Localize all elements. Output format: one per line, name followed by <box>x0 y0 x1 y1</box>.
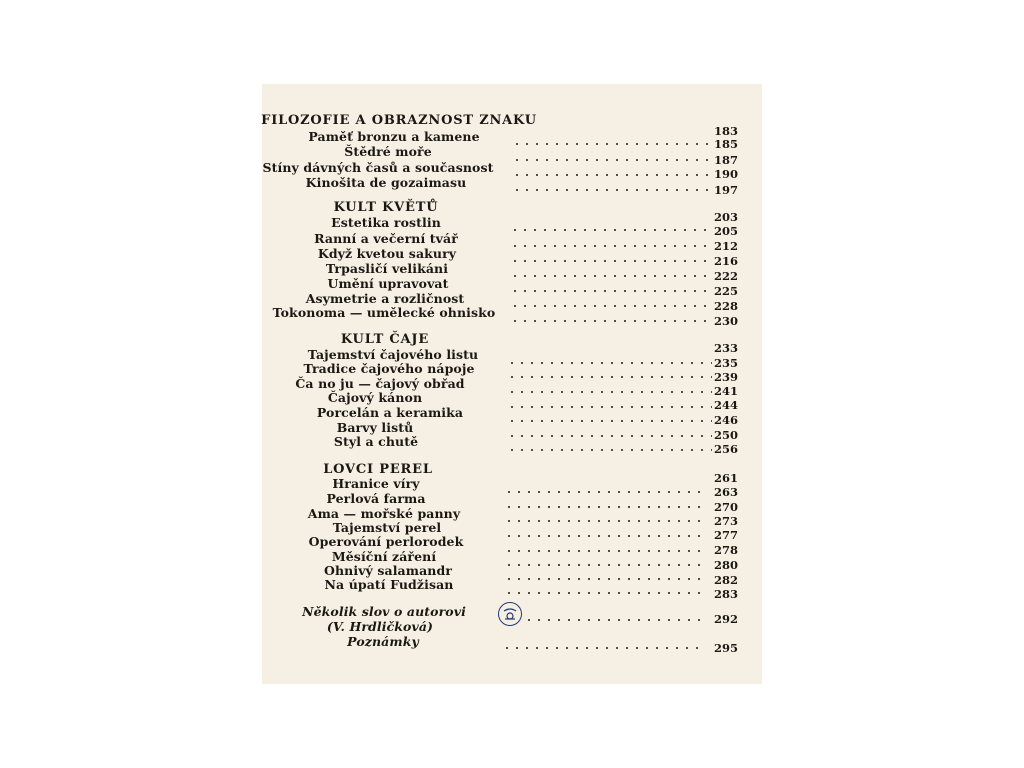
leader-dots <box>507 435 712 437</box>
page-number: 205 <box>713 224 738 238</box>
page-number: 197 <box>713 183 738 197</box>
toc-entry: Tajemství čajového listu <box>307 347 479 362</box>
leader-dots <box>512 143 712 145</box>
leader-dots <box>504 535 704 537</box>
leader-dots <box>504 520 704 522</box>
toc-entry: Estetika rostlin <box>331 215 441 230</box>
toc-entry: Měsíční záření <box>331 549 437 564</box>
page-number: 256 <box>713 442 738 456</box>
leader-dots <box>504 550 704 552</box>
toc-entry-author-name: (V. Hrdličková) <box>326 619 434 634</box>
toc-entry: Tajemství perel <box>332 520 442 535</box>
leader-dots <box>507 391 712 393</box>
page-number: 295 <box>713 641 738 655</box>
leader-dots <box>504 491 704 493</box>
toc-entry: Trpasličí velikáni <box>325 261 449 276</box>
page-number: 250 <box>713 428 738 442</box>
page-number: 278 <box>713 543 738 557</box>
leader-dots <box>510 290 710 292</box>
toc-entry: Perlová farma <box>326 491 426 506</box>
page-number: 187 <box>713 153 738 167</box>
toc-entry: Umění upravovat <box>327 276 449 291</box>
page-number: 244 <box>713 398 738 412</box>
leader-dots <box>507 362 712 364</box>
page-number: 280 <box>713 558 738 572</box>
page-number: 216 <box>713 254 738 268</box>
toc-heading: FILOZOFIE A OBRAZNOST ZNAKU <box>261 113 537 128</box>
page-number: 212 <box>713 239 738 253</box>
leader-dots <box>507 376 712 378</box>
page-number: 270 <box>713 500 738 514</box>
toc-entry: Asymetrie a rozličnost <box>305 291 465 306</box>
leader-dots <box>512 159 712 161</box>
page-number: 277 <box>713 528 738 542</box>
page-number: 233 <box>713 341 738 355</box>
toc-entry: Ča no ju — čajový obřad <box>295 376 465 391</box>
toc-entry: Když kvetou sakury <box>317 246 457 261</box>
page-number: 235 <box>713 356 738 370</box>
toc-entry: Ohnivý salamandr <box>323 563 453 578</box>
page-number: 225 <box>713 284 738 298</box>
page-number: 190 <box>713 167 738 181</box>
toc-entry-notes: Poznámky <box>347 634 419 649</box>
page-number: 246 <box>713 413 738 427</box>
leader-dots <box>504 564 704 566</box>
leader-dots <box>504 592 704 594</box>
page-number: 183 <box>713 124 738 138</box>
leader-dots <box>507 449 712 451</box>
library-stamp-icon <box>498 602 522 626</box>
leader-dots <box>510 260 710 262</box>
page-number: 261 <box>713 471 738 485</box>
leader-dots <box>510 229 710 231</box>
page-number: 282 <box>713 573 738 587</box>
leader-dots <box>510 320 710 322</box>
toc-entry: Čajový kánon <box>327 390 423 405</box>
page-number: 185 <box>713 137 738 151</box>
book-page <box>262 84 762 684</box>
leader-dots <box>507 406 712 408</box>
page-number: 273 <box>713 514 738 528</box>
leader-dots <box>504 506 704 508</box>
toc-entry: Paměť bronzu a kamene <box>308 129 480 144</box>
page-number: 203 <box>713 210 738 224</box>
toc-entry: Porcelán a keramika <box>316 405 464 420</box>
leader-dots <box>507 420 712 422</box>
leader-dots <box>502 647 702 649</box>
page-number: 292 <box>713 612 738 626</box>
toc-heading: KULT ČAJE <box>340 332 430 347</box>
toc-entry: Štědré moře <box>344 144 432 159</box>
toc-entry: Kinošita de gozaimasu <box>305 175 467 190</box>
toc-entry: Stíny dávných časů a současnost <box>262 160 494 175</box>
toc-entry: Tokonoma — umělecké ohnisko <box>272 305 496 320</box>
toc-entry: Operování perlorodek <box>308 534 464 549</box>
leader-dots <box>510 245 710 247</box>
toc-entry: Barvy listů <box>336 420 414 435</box>
toc-entry: Ranní a večerní tvář <box>314 231 458 246</box>
page-number: 263 <box>713 485 738 499</box>
toc-entry: Hranice víry <box>332 476 420 491</box>
page-number: 222 <box>713 269 738 283</box>
toc-heading: LOVCI PEREL <box>323 462 433 477</box>
toc-entry: Ama — mořské panny <box>307 506 461 521</box>
leader-dots <box>512 189 712 191</box>
toc-entry-author: Několik slov o autorovi <box>302 604 466 619</box>
toc-entry: Tradice čajového nápoje <box>303 361 475 376</box>
page-number: 241 <box>713 384 738 398</box>
page-number: 228 <box>713 299 738 313</box>
leader-dots <box>510 275 710 277</box>
toc-entry: Styl a chutě <box>333 434 419 449</box>
toc-entry: Na úpatí Fudžisan <box>324 577 454 592</box>
leader-dots <box>504 578 704 580</box>
toc-heading: KULT KVĚTŮ <box>333 200 439 215</box>
page-number: 283 <box>713 587 738 601</box>
leader-dots <box>512 174 712 176</box>
page-number: 230 <box>713 314 738 328</box>
leader-dots <box>524 619 704 621</box>
leader-dots <box>510 305 710 307</box>
page-number: 239 <box>713 370 738 384</box>
